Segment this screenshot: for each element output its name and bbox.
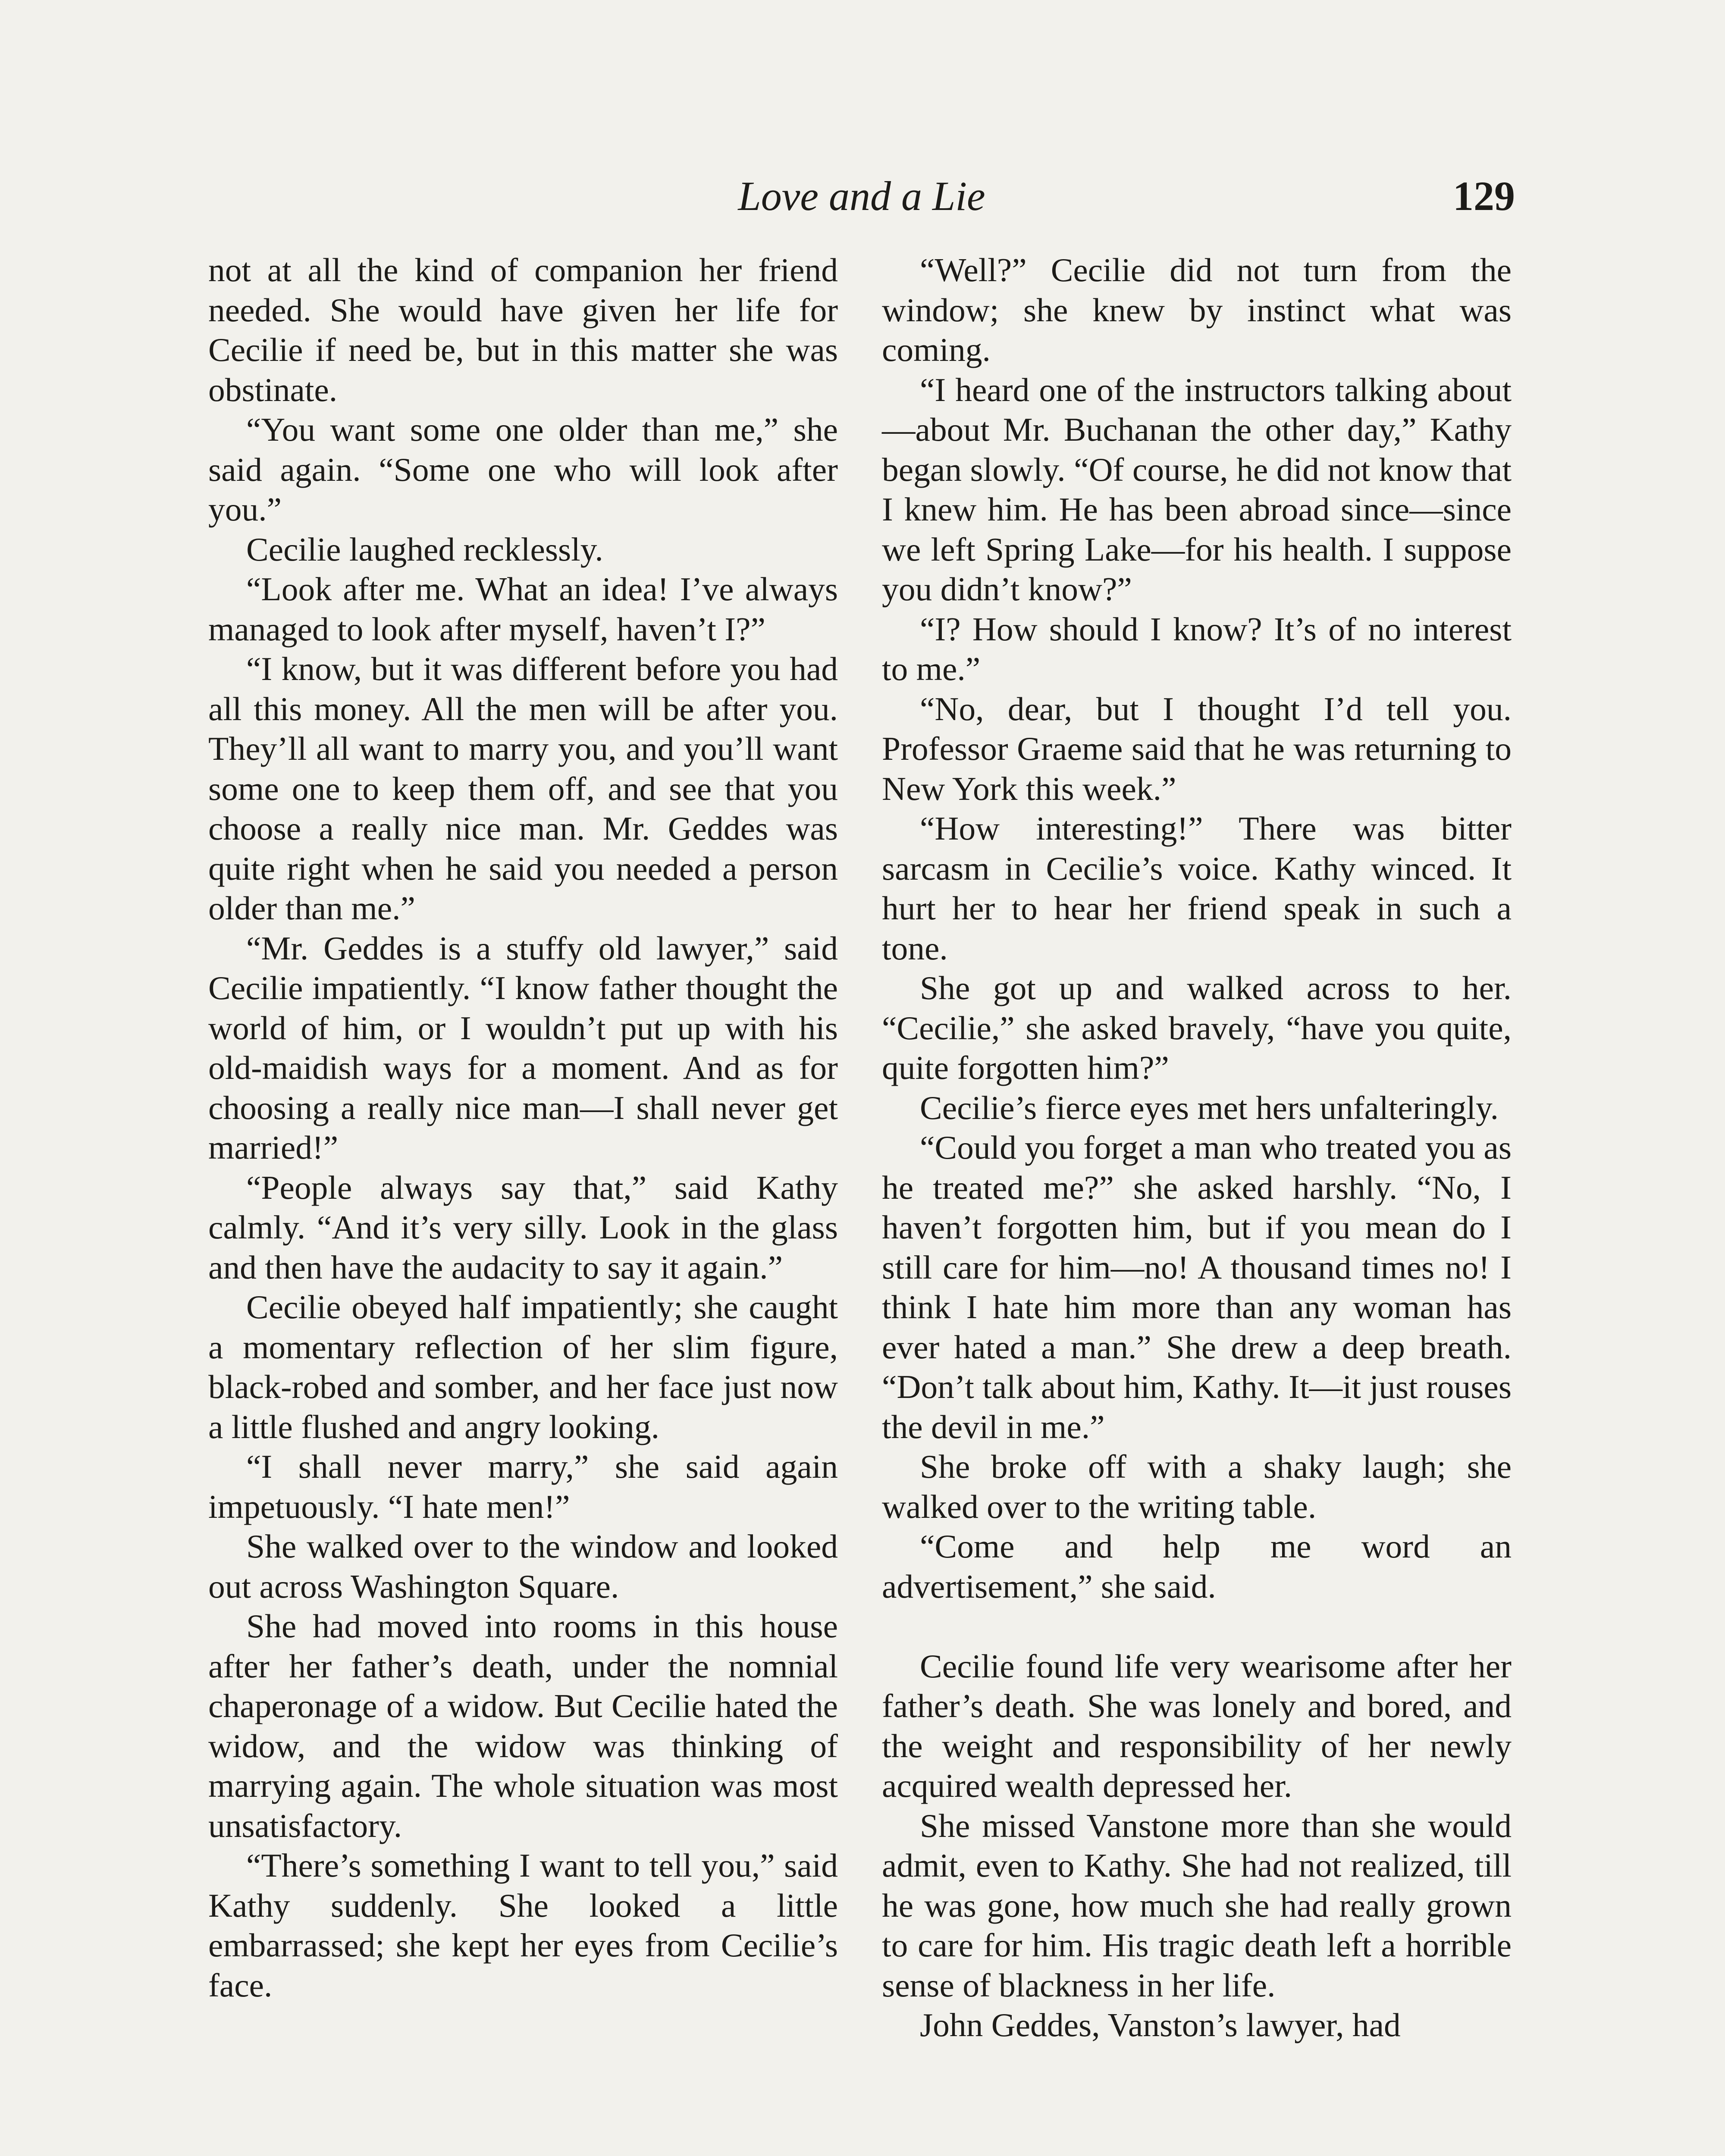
section-break [882, 1606, 1512, 1646]
paragraph: “No, dear, but I thought I’d tell you. Professor Graeme said that he was returning to New York this week.” [882, 690, 1512, 807]
page-number: 129 [1453, 173, 1515, 219]
paragraph: She walked over to the window and looked out across Washington Square. [208, 1528, 838, 1605]
paragraph: “Look after me. What an idea! I’ve always managed to look after myself, haven’t I?” [208, 570, 838, 648]
paragraph: “Could you forget a man who treated you as he treated me?” she asked harshly. “No, I haven’t forgotten him, but if you mean do I still care for him—no! A thousand times no! I think I hate him more than any woman has ever hated a man.” She drew a deep breath. “Don’t talk about him, Kathy. It—it just rouses the devil in me.” [882, 1129, 1512, 1445]
paragraph: “Mr. Geddes is a stuffy old lawyer,” said Cecilie impatiently. “I know father thought the world of him, or I wouldn’t put up with his old-maidish ways for a moment. And as for choosing a really nice man—I shall never get married!” [208, 929, 838, 1166]
paragraph: She missed Vanstone more than she would admit, even to Kathy. She had not realized, till he was gone, how much she had really grown to care for him. His tragic death left a horrible sense of blackness in her life. [882, 1807, 1512, 2004]
paragraph: “There’s something I want to tell you,” said Kathy suddenly. She looked a little embarrassed; she kept her eyes from Cecilie’s face. [208, 1847, 838, 2004]
paragraph: She had moved into rooms in this house after her father’s death, under the nomnial chaperonage of a widow. But Cecilie hated the widow, and the widow was thinking of marrying again. The whole situation was most unsatisfactory. [208, 1608, 838, 1844]
running-title: Love and a Lie [738, 173, 985, 219]
paragraph: Cecilie’s fierce eyes met hers unfalteringly. [920, 1089, 1499, 1126]
paragraph: “People always say that,” said Kathy calmly. “And it’s very silly. Look in the glass and then have the audacity to say it again.” [208, 1169, 838, 1286]
paragraph: “Well?” Cecilie did not turn from the window; she knew by instinct what was coming. [882, 251, 1512, 368]
page-header [208, 170, 1515, 222]
paragraph: She broke off with a shaky laugh; she walked over to the writing table. [882, 1448, 1512, 1525]
paragraph: “I? How should I know? It’s of no interest to me.” [882, 610, 1512, 687]
paragraph: Cecilie laughed recklessly. [246, 530, 603, 568]
left-column [208, 250, 838, 2005]
paragraph: Cecilie found life very wearisome after her father’s death. She was lonely and bored, and the weight and responsibility of her newly acquired wealth depressed her. [882, 1647, 1512, 1804]
paragraph: “You want some one older than me,” she said again. “Some one who will look after you.” [208, 411, 838, 528]
paragraph: “How interesting!” There was bitter sarcasm in Cecilie’s voice. Kathy winced. It hurt her to hear her friend speak in such a tone. [882, 810, 1512, 967]
paragraph: Cecilie obeyed half impatiently; she caught a momentary reflection of her slim figure, black-robed and somber, and her face just now a little flushed and angry looking. [208, 1288, 838, 1445]
paragraph: “I know, but it was different before you had all this money. All the men will be after you. They’ll all want to marry you, and you’ll want some one to keep them off, and see that you choose a really nice man. Mr. Geddes was quite right when he said you needed a person older than me.” [208, 650, 838, 927]
paragraph: “I heard one of the instructors talking about—about Mr. Buchanan the other day,” Kathy began slowly. “Of course, he did not know that I knew him. He has been abroad since—since we left Spring Lake—for his health. I suppose you didn’t know?” [882, 371, 1512, 608]
paragraph: not at all the kind of companion her friend needed. She would have given her life for Cecilie if need be, but in this matter she was obstinate. [208, 251, 838, 408]
paragraph: She got up and walked across to her. “Cecilie,” she asked bravely, “have you quite, quite forgotten him?” [882, 969, 1512, 1086]
paragraph: “I shall never marry,” she said again impetuously. “I hate men!” [208, 1448, 838, 1525]
right-column [882, 250, 1512, 2045]
paragraph: John Geddes, Vanston’s lawyer, had [920, 2006, 1401, 2043]
paragraph: “Come and help me word an advertisement,” she said. [882, 1528, 1512, 1605]
